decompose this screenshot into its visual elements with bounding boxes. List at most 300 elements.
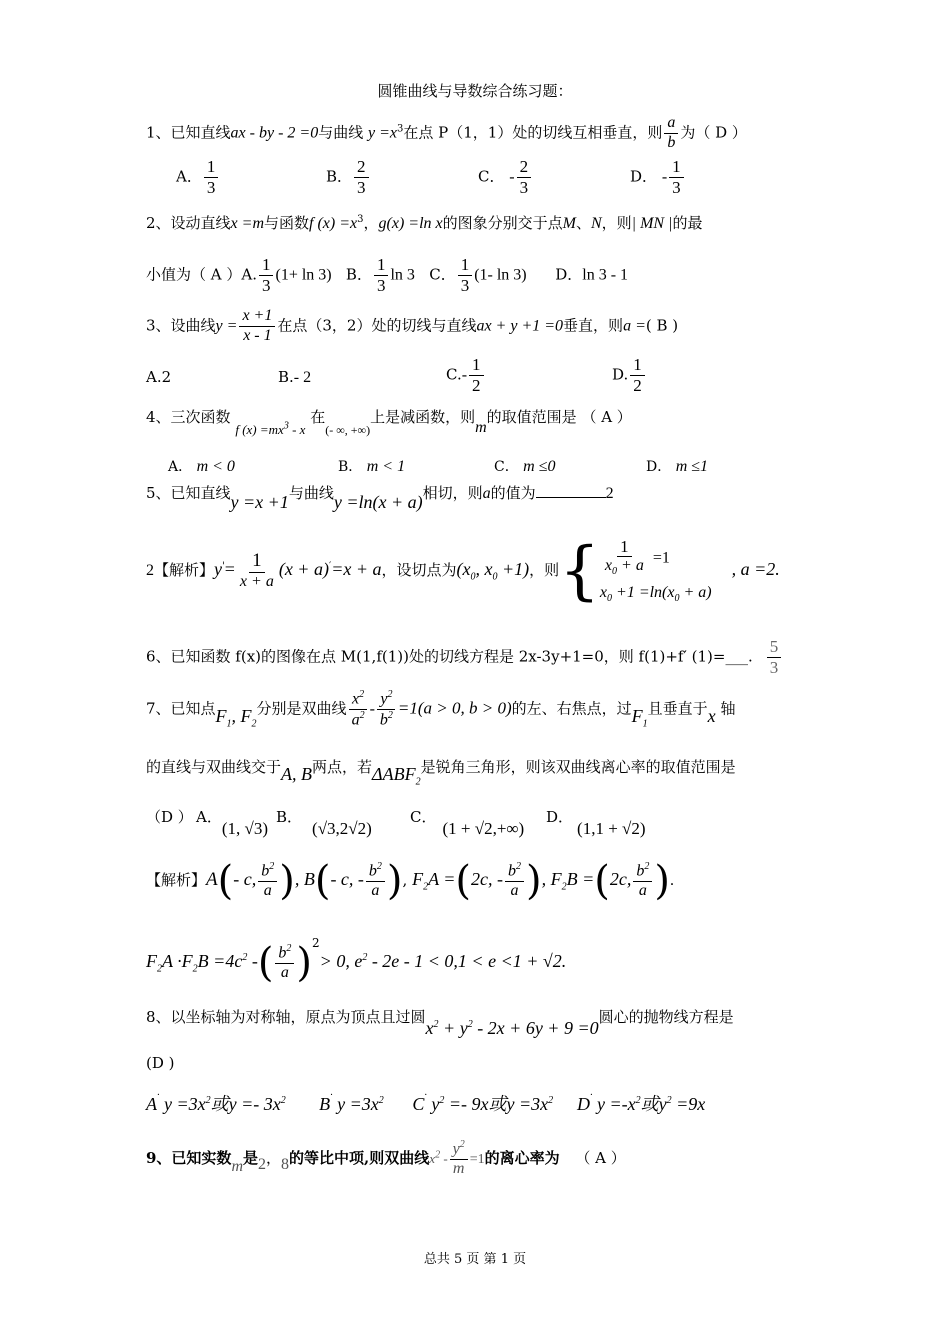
q2-opt-a-num: 1 <box>259 256 274 276</box>
q2-mid3: ，则 <box>601 214 632 232</box>
q7-b: b <box>379 711 388 729</box>
q7-cond: =1(a > 0, b > 0) <box>397 698 512 718</box>
q7-sol-f2a-tail: A = <box>428 869 456 889</box>
q7-sol2-frac-num <box>275 944 294 964</box>
q5-sol-tail: =x + a <box>331 559 382 579</box>
q7-exp-c: 2 <box>387 689 393 700</box>
q1-curve-eq: y =x <box>368 124 397 142</box>
question-1 <box>146 115 818 152</box>
q1-opt-d-sign: - <box>661 168 668 186</box>
q8-dot-a: · <box>157 1090 160 1101</box>
q5-sys-frac <box>602 538 647 579</box>
q8-exp-b: 2 <box>467 1019 473 1030</box>
q5-system <box>600 538 712 605</box>
q7-sol-a3: a <box>510 882 519 900</box>
q9-y: y <box>452 1140 460 1158</box>
q5-sys-line2 <box>600 584 712 604</box>
q5-sol-point-c: +1) <box>497 559 530 579</box>
q2-opt-b-num: 1 <box>374 256 389 276</box>
q9-hyperbola <box>429 1151 447 1166</box>
q5-mid: 与曲线 <box>288 484 334 502</box>
q7-tri <box>372 764 421 788</box>
q3-option-b <box>278 368 311 387</box>
q7-sol-a4: a <box>638 882 647 900</box>
q1-opt-a-den: 3 <box>206 177 216 197</box>
q2-opt-c-label: C． <box>429 265 456 284</box>
q2-dot: 、 <box>575 214 591 232</box>
q3-frac-den: x - 1 <box>243 326 272 344</box>
q7-opt-b-label: B． <box>276 808 303 826</box>
q1-option-a <box>176 158 220 197</box>
q7-sol-label: 【解析】 <box>146 871 207 889</box>
q8-opt-c-val: y <box>431 1094 440 1114</box>
q1-mid: 与曲线 <box>318 123 364 142</box>
q7-sol-f2b <box>541 869 595 893</box>
q7-option-c <box>410 806 525 838</box>
q7-sol-b-inner: - c, - <box>330 869 364 889</box>
q1-post: 为（ D ） <box>680 123 747 142</box>
q4-opt-c-label: C． <box>494 459 519 475</box>
question-7: 7、已知点$F_1$, $F_2$分别是双曲线 $\frac{x^2}{a^2}$ - $\frac{y^2}{b^2}$ =1(a > 0, b > 0)的左、右焦点，过$F_1$且垂直于x 轴 <box>146 689 736 730</box>
q7-answer: （D ） <box>146 808 193 826</box>
q5-sol-result: , a =2. <box>731 559 780 579</box>
q7-opt-c-label: C． <box>410 808 437 826</box>
q1-mid2: 在点 P（1，1）处的切线互相垂直，则 <box>403 123 663 142</box>
q8-answer: (D ) <box>146 1054 175 1072</box>
q5-sol-mid: (x + a) <box>278 559 329 579</box>
q8-option-a <box>146 1090 286 1114</box>
q5-sol-frac-den: x + a <box>239 573 274 591</box>
q7-mid3: 且垂直于 <box>647 699 708 718</box>
q1-opt-b-label: B． <box>326 167 353 186</box>
q5-sol-point <box>456 559 530 583</box>
q7-sol2-exp-c: 2 <box>312 936 320 950</box>
q3-option-d <box>612 356 647 395</box>
q3-opt-c-num: 1 <box>469 356 484 376</box>
q7-sol-f2b-inner: 2c, <box>609 869 632 889</box>
q9-exp-a: 2 <box>435 1149 441 1161</box>
q8-options <box>146 1090 830 1116</box>
q3-opt-d-num: 1 <box>630 356 645 376</box>
q9-frac <box>450 1140 468 1178</box>
q5-sol-frac-num: 1 <box>249 551 265 573</box>
q4-opt-b-val: m < 1 <box>366 458 406 475</box>
q5-line-eq: y =x +1 <box>230 492 289 512</box>
q9-mid: 是 <box>243 1148 259 1167</box>
q7-sol2-exp-d: 2 <box>362 952 368 963</box>
q7-solution-2: $F_2A \cdot F_2B =4c^2$ -( $\frac{b^2}{a}$ )$^2$> 0, $e^2 - 2e - 1 < 0,1 < e <1 + √2$. <box>146 936 567 986</box>
q8-exp-f: 2 <box>439 1095 445 1106</box>
q5-sol-y: y <box>214 559 223 579</box>
q9-frac-num <box>450 1140 468 1160</box>
q7-sol-frac4 <box>633 862 652 900</box>
q7-sol-a: A <box>206 869 218 890</box>
q7-sol-sub2b: 2 <box>561 881 567 893</box>
q5-sol-eq: = <box>224 559 235 579</box>
q8-dot-d: · <box>590 1090 593 1101</box>
q4-option-c <box>494 456 556 476</box>
q9-exp-b: 2 <box>459 1139 465 1150</box>
q7-sol-frac3 <box>505 862 524 900</box>
q7-sol2-sub-b: 2 <box>192 963 198 975</box>
q7-sol2-mid3: - <box>247 951 258 971</box>
q6-ans-den: 3 <box>769 657 779 677</box>
q7-sol2-frac <box>275 944 294 982</box>
q9-post: 的离心率为 <box>484 1148 560 1167</box>
q7-sub2-b: 2 <box>415 776 421 788</box>
q7-tri-text: ΔABF <box>372 764 416 784</box>
q8-opt-c-label: C <box>412 1094 425 1114</box>
q8-circle-y: + y <box>438 1018 468 1038</box>
q5-sys2-end: + a) <box>679 584 712 602</box>
q5-sol-label: 【解析】 <box>154 561 215 579</box>
q7-frac-x-num <box>349 690 367 710</box>
q8-circle <box>426 1018 599 1038</box>
q4-opt-a-label: A． <box>168 459 193 475</box>
q5-sol-frac <box>237 551 277 591</box>
q4-option-a <box>168 456 235 476</box>
q7-sub2-a: 2 <box>251 718 257 730</box>
q7-sol2-tail-a: > 0, e <box>319 951 363 971</box>
q8-exp-d: 2 <box>280 1095 286 1106</box>
q7-solution-1: 【解析】A(- c, $\frac{b^2}{a}$ ), B(- c, - $\frac{b^2}{a}$ ), $F_2A =(2c$, - $\frac{b^2}{a}$ ), $F_2B =(2c$, $\frac{b^2}{a}$ ). <box>146 858 674 904</box>
q7-f1-a: F <box>215 705 227 726</box>
q5-sub0-e: 0 <box>674 593 680 605</box>
q1-line-eq: ax - by - 2 =0 <box>230 124 319 142</box>
q7-frac-y <box>377 690 396 729</box>
q4-mid2: 上是减函数，则 <box>370 408 476 426</box>
q2-opt-b-tail: ln 3 <box>390 266 415 284</box>
q8-opt-a-label: A <box>146 1094 157 1114</box>
q7-points <box>215 705 257 730</box>
q7-sol2-b: b <box>278 944 287 962</box>
q5-sys2-x: x <box>599 584 608 602</box>
q5-sys-den-a: + a <box>617 557 644 575</box>
q7-sol-a2: a <box>371 882 380 900</box>
q7-sol-f2a-inner: 2c, - <box>471 869 503 889</box>
q7-sol-b2: b <box>368 862 377 880</box>
q8-opt-d-label: D <box>577 1094 590 1114</box>
q7-sol2-sub-a: 2 <box>157 963 162 975</box>
q1-frac-num: a <box>664 115 678 134</box>
q7-opt-c-val: (1 + √2,+∞) <box>442 819 525 838</box>
q9-eq: =1 <box>469 1151 485 1167</box>
q9-v1: 2 <box>258 1155 267 1173</box>
q7-mid2: 的左、右焦点，过 <box>511 699 632 718</box>
q9-answer: （ A ） <box>575 1148 626 1167</box>
q4-f-eq-text: f (x) =mx <box>235 422 284 437</box>
q3-opt-c-frac <box>469 356 484 395</box>
question-2 <box>146 212 818 233</box>
q7-opt-d-label: D． <box>546 808 574 826</box>
q7-sol-sub2a: 2 <box>423 881 429 893</box>
q5-sub0-a: 0 <box>470 571 476 583</box>
q3-opt-c-label: C. <box>446 365 462 384</box>
q1-opt-d-num: 1 <box>669 158 684 178</box>
q7-opt-b-val: (√3,2√2) <box>312 819 372 838</box>
q7-f1 <box>631 705 648 730</box>
q7-sol2-pre: F <box>146 951 157 971</box>
q7-mid: 分别是双曲线 <box>256 699 347 718</box>
q5-answer: 2 <box>605 485 614 502</box>
q2-mid: 与函数 <box>264 214 310 232</box>
q2-opt-b-frac <box>374 256 389 295</box>
q2-pre: 2、设动直线 <box>146 214 231 232</box>
q7-sol-exp4: 2 <box>644 861 650 873</box>
q3-option-c <box>446 356 486 395</box>
q7-sol-exp2: 2 <box>376 861 382 873</box>
q7-sol2-tail-b: - 2e - 1 < 0,1 < e <1 + √2. <box>367 951 567 971</box>
q3-frac <box>239 308 275 345</box>
q1-opt-c-label: C． <box>478 167 505 186</box>
q7-exp-d: 2 <box>387 710 393 722</box>
q5-sys-den <box>602 557 647 578</box>
q7-sol2-a: a <box>280 964 289 982</box>
q2-opt-d-tail: ln 3 - 1 <box>582 266 629 284</box>
q1-option-c <box>478 158 533 197</box>
q8-opt-a-val2: 或y =- 3x <box>210 1094 281 1114</box>
q7-sol-f2b-f: , F <box>541 869 562 889</box>
q7-y: y <box>380 690 388 708</box>
q5-sol-num: 2 <box>146 562 154 579</box>
q7-sol-frac1-num <box>258 862 277 882</box>
q7-sol-frac1 <box>258 862 277 900</box>
q9-pre: 9、已知实数 <box>146 1148 232 1167</box>
q7-sub1-b: 1 <box>642 718 648 730</box>
q8-option-c <box>412 1090 554 1114</box>
q8-exp-g: 2 <box>548 1095 554 1106</box>
q1-opt-a-num: 1 <box>204 158 219 178</box>
q7-exp-b: 2 <box>359 710 365 722</box>
q3-opt-c-den: 2 <box>472 375 481 395</box>
q7-opt-d-val: (1,1 + √2) <box>577 819 646 838</box>
q3-opt-d-den: 2 <box>633 375 642 395</box>
q8-exp-a: 2 <box>433 1019 439 1030</box>
q8-exp-h: 2 <box>635 1095 641 1106</box>
q5-sub0-b: 0 <box>492 571 498 583</box>
q8-circle-tail: - 2x + 6y + 9 =0 <box>472 1018 599 1038</box>
question-3 <box>146 308 818 345</box>
q7-sol-end: . <box>669 872 674 889</box>
q2-line2-pre: 小值为（ A ）A. <box>146 265 257 284</box>
q1-opt-d-frac <box>669 158 684 197</box>
q3-post: ( B ) <box>645 316 679 335</box>
q8-exp-i: 2 <box>666 1095 672 1106</box>
q1-option-b <box>326 158 371 197</box>
q2-opt-a-den: 3 <box>261 275 271 295</box>
q1-frac <box>664 115 678 152</box>
q7-sol-frac2 <box>366 862 385 900</box>
q9-frac-den: m <box>452 1160 465 1178</box>
q4-opt-a-val: m < 0 <box>196 458 235 475</box>
q5-sol-point-b: , x <box>475 559 493 579</box>
q4-opt-d-label: D． <box>646 459 672 475</box>
q2-mid2: 的图象分别交于点 <box>442 214 563 232</box>
q4-m: m <box>475 419 487 436</box>
q7-sol2 <box>146 951 258 975</box>
q9-sep: ， <box>266 1148 282 1167</box>
q1-opt-b-num: 2 <box>354 158 369 178</box>
q7-line2-post: 是锐角三角形，则该双曲线离心率的取值范围是 <box>420 758 736 776</box>
q7-option-b <box>276 806 372 838</box>
page-footer: 总共 5 页 第 1 页 <box>423 1252 527 1267</box>
q1-opt-c-frac <box>517 158 532 197</box>
q9-v2: 8 <box>281 1155 290 1173</box>
q2-opt-d-label: D． <box>555 265 583 284</box>
q4-post: 的取值范围是 （ A ） <box>486 408 632 426</box>
q7-sol-f2a <box>412 869 456 893</box>
q8-opt-d-val: y =-x <box>597 1094 636 1114</box>
q4-f-exp: 3 <box>283 420 289 432</box>
q9-minus: - <box>440 1150 448 1166</box>
q7-sol-exp1: 2 <box>269 861 275 873</box>
q5-sub0-c: 0 <box>612 566 618 578</box>
q4-f-tail: - x <box>288 422 306 437</box>
q8-opt-d-val3: =9x <box>671 1094 706 1114</box>
q1-opt-a-label: A． <box>176 167 202 186</box>
question-8 <box>146 1006 818 1038</box>
q5-sub0-d: 0 <box>607 593 613 605</box>
q2-opt-c-den: 3 <box>460 275 470 295</box>
q6-answer-frac <box>767 638 782 677</box>
q2-opt-c-frac <box>458 256 473 295</box>
q8-post: 圆心的抛物线方程是 <box>598 1008 734 1026</box>
q7-sol2-mid: A ·F <box>162 951 193 971</box>
q4-interval: (- ∞, +∞) <box>325 423 371 437</box>
q2-opt-c-tail: (1- ln 3) <box>474 266 527 284</box>
q7-opt-a-label: A． <box>196 808 222 826</box>
q5-mid2: 相切，则 <box>422 484 483 502</box>
q2-g-eq: g(x) =ln x <box>378 215 443 232</box>
q2-opt-a-tail: (1+ ln 3) <box>275 266 332 284</box>
q7-line2-mid: 两点，若 <box>312 758 373 776</box>
question-4 <box>146 406 818 437</box>
q8-circle-x: x <box>425 1018 434 1038</box>
q7-sol-f2b-tail: B = <box>566 869 595 889</box>
q1-option-d <box>630 158 686 197</box>
q7-opt-a-val: (1, √3) <box>221 819 268 838</box>
q7-sol-a1: a <box>263 882 272 900</box>
q3-frac-num: x +1 <box>239 308 275 327</box>
q4-opt-c-val: m ≤0 <box>523 458 556 475</box>
q7-sol2-exp-a: 2 <box>242 952 248 963</box>
q8-dot-c: · <box>424 1090 427 1101</box>
q7-frac-x-den <box>349 710 368 729</box>
q7-option-a <box>196 806 268 838</box>
q5-pre: 5、已知直线 <box>146 484 231 502</box>
q3-opt-d-frac <box>630 356 645 395</box>
q7-option-d <box>546 806 646 838</box>
q3-mid: 在点（3，2）处的切线与直线 <box>277 316 477 335</box>
q5-sol-point-a: (x <box>456 559 471 579</box>
q7-sol-b3: b <box>508 862 516 880</box>
q2-point-m: M <box>562 215 576 232</box>
q2-post: 的最 <box>672 214 703 232</box>
q7-line2-pre: 的直线与双曲线交于 <box>146 758 282 776</box>
q1-curve-exp: 3 <box>397 123 404 135</box>
q7-sol-frac3-num <box>505 862 524 882</box>
q3-a-eq: a = <box>623 317 646 335</box>
q7-frac-x <box>349 690 368 729</box>
q1-opt-a-frac <box>204 158 219 197</box>
q1-pre: 1、已知直线 <box>146 123 231 142</box>
q5-sol-prime: ′ <box>328 561 332 572</box>
q5-sys-brace: { <box>559 534 600 608</box>
q2-opt-a-frac <box>259 256 274 295</box>
q5-sys-line1 <box>600 538 712 579</box>
q5-curve-eq: y =ln(x + a) <box>333 492 423 512</box>
q6-text: 6、已知函数 f(x)的图像在点 M(1,f(1))处的切线方程是 2x-3y+1=0，则 f(1)+f′ (1)=___. <box>146 647 753 666</box>
q9-x: x <box>429 1150 436 1166</box>
q5-sys-num: 1 <box>617 538 632 558</box>
q2-x-eq: x =m <box>230 215 264 232</box>
q8-exp-c: 2 <box>205 1095 211 1106</box>
q1-opt-c-num: 2 <box>517 158 532 178</box>
q7-sol-b4: b <box>636 862 645 880</box>
question-5 <box>146 482 818 512</box>
q3-opt-d-label: D. <box>612 365 629 384</box>
q7-sol2-exp-b: 2 <box>286 943 292 955</box>
q2-sep: ， <box>363 214 379 232</box>
q3-option-a: A.2 <box>146 368 172 386</box>
q3-mid2: 垂直，则 <box>563 316 624 335</box>
q3-pre: 3、设曲线 <box>146 316 216 335</box>
q7-sol-frac4-num <box>633 862 652 882</box>
q2-opt-c-num: 1 <box>458 256 473 276</box>
question-6 <box>146 638 818 677</box>
q8-opt-b-label: B <box>319 1094 331 1114</box>
q7-frac-y-num <box>377 690 395 710</box>
q2-mn: | MN | <box>631 215 673 232</box>
q7-sol-f2a-f: F <box>412 869 424 889</box>
q2-point-n: N <box>590 215 602 232</box>
q4-pre: 4、三次函数 <box>146 408 231 426</box>
q5-sys-eq: =1 <box>648 548 670 566</box>
q4-opt-d-val: m ≤1 <box>675 458 709 475</box>
q5-solution: 2【解析】y'= $\frac{1}{x + a}$ (x + a)′=x + a，设切点为($x_0$, $x_0 +1$)，则{ $\frac{1}{x_0 + a}$ =1 $x_0 +1 =\ln(x_0 + a)$ , a =2. <box>146 534 780 608</box>
q5-sys2-tail: +1 =ln(x <box>612 584 675 602</box>
q7-f2-a: , F <box>231 705 252 726</box>
q7-sol-exp3: 2 <box>516 861 521 873</box>
q7-post: 轴 <box>720 699 736 718</box>
q1-opt-d-label: D． <box>630 167 658 186</box>
q4-f-eq <box>235 422 305 437</box>
q3-line-eq: ax + y +1 =0 <box>476 317 564 335</box>
q7-sol-a-inner: - c, <box>233 869 257 889</box>
q1-opt-b-den: 3 <box>357 177 366 197</box>
q4-option-b <box>338 456 405 476</box>
q8-option-d <box>577 1090 706 1114</box>
q2-f-exp: 3 <box>357 214 364 225</box>
q5-sol-then: ，则 <box>529 561 560 579</box>
q6-ans-num: 5 <box>767 638 782 658</box>
q1-opt-b-frac <box>354 158 369 197</box>
q7-sol-frac2-num <box>366 862 385 882</box>
q3-opt-c-sign: - <box>461 366 468 384</box>
q5-sys-den-x: x <box>604 557 613 575</box>
q3-opt-b-val: - 2 <box>293 369 312 386</box>
q3-y-eq: y = <box>215 317 238 335</box>
q5-post: 的值为 <box>490 484 536 502</box>
q7-exp-a: 2 <box>359 689 365 700</box>
q8-dot-b: · <box>330 1090 333 1101</box>
q7-x: x <box>352 690 360 708</box>
q4-opt-b-label: B． <box>338 459 363 475</box>
q5-sol-text: ，设切点为 <box>381 561 457 579</box>
q7-sol-b1: b <box>261 862 270 880</box>
q2-opt-b-label: B． <box>345 265 372 284</box>
q7-sub1-a: 1 <box>226 718 232 730</box>
